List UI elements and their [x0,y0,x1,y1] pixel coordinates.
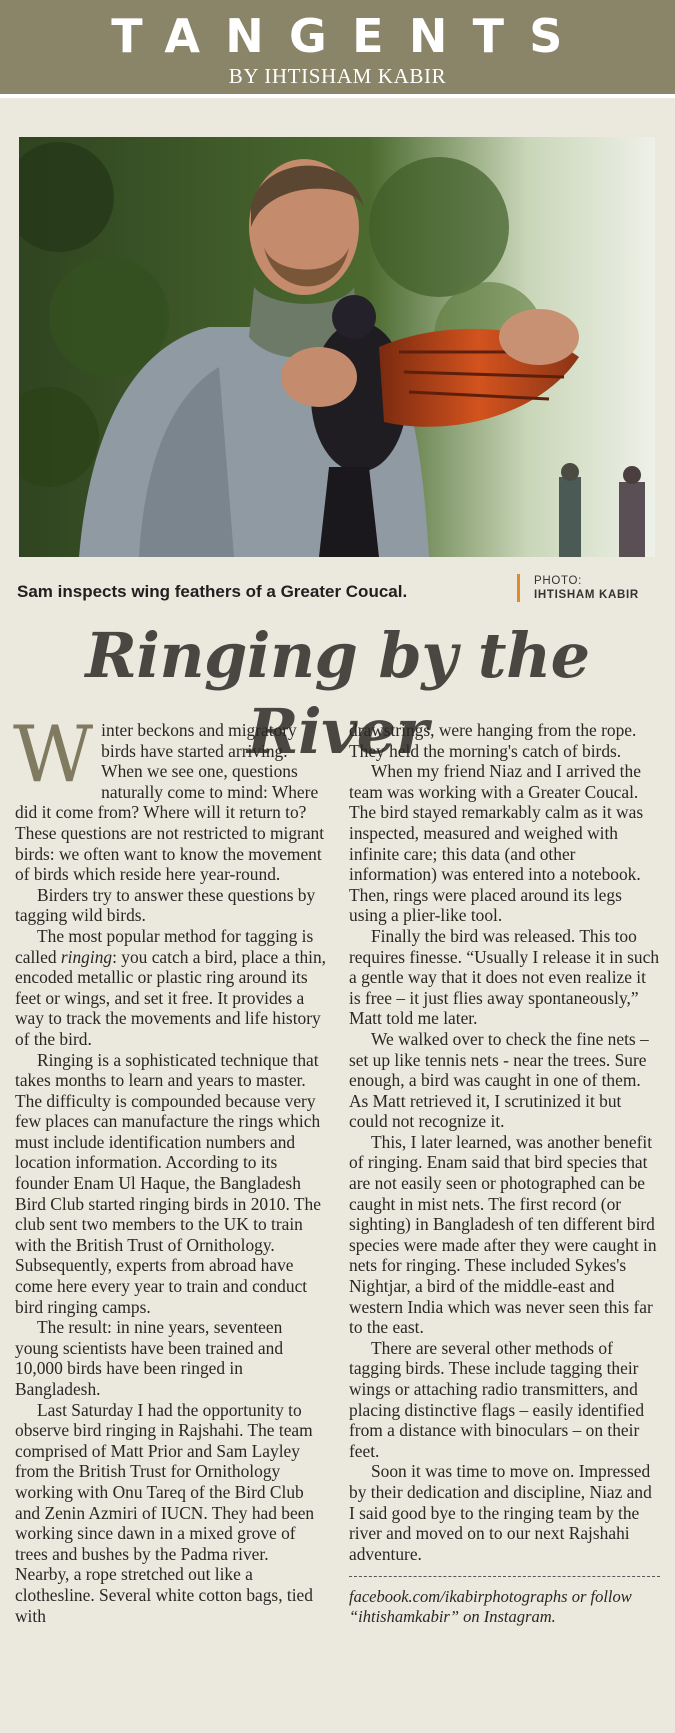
paragraph-text: : you catch a bird, place a thin, encoded metallic or plastic ring around its feet or wings, and set it free. It provides a way to track the movements and life history of the bird. [15,946,327,1049]
photo-illustration [19,137,655,557]
article-body [13,710,660,1730]
paragraph: Ringing is a sophisticated technique that takes months to learn and years to master. The difficulty is compounded because very few places can manufacture the rings which must include identification numbers and location information. According to its founder Enam Ul Haque, the Bangladesh Bird Club started ringing birds in 2010. The club sent two members to the UK to train with the British Trust of Ornithology. Subsequently, experts from abroad have come here every year to train and conduct bird ringing camps. [15,1049,321,1317]
paragraph: When my friend Niaz and I arrived the team was working with a Greater Coucal. The bird stayed remarkably calm as it was inspected, measured and weighed with infinite care; this data (and other information) was entered into a notebook. Then, rings were placed around its legs using a plier-like tool. [349,761,644,926]
section-title: TANGENTS [111,9,588,63]
paragraph-text: inter beckons and migratory birds have started arriving. When we see one, questions naturally come to mind: Where did it come from? Where will it return to? These questions are not restricted to migrant birds: we often want to know the movement of birds which reside here year-round. [15,720,325,885]
article-headline: Ringing by the River [85,619,590,768]
paragraph-text: The most popular method for tagging is called [15,925,314,967]
paragraph: There are several other methods of tagging birds. These include tagging their wings or attaching radio transmitters, and placing distinctive flags – easily identified from a distance with binoculars – on their feet. [349,1337,645,1461]
photo-credit-label: PHOTO: [534,575,583,587]
paragraph: Last Saturday I had the opportunity to observe bird ringing in Rajshahi. The team comprised of Matt Prior and Sam Layley from the British Trust for Ornithology working with Onu Tareq of the Bird Club and Zenin Azmiri of IUCN. They had been working since dawn in a mixed grove of trees and bushes by the Padma river. Nearby, a rope stretched out like a clothesline. Several white cotton bags, tied with [15,1399,315,1626]
paragraph [13,710,326,885]
paragraph: Finally the bird was released. This too requires finesse. “Usually I release it in such a gentle way that it does not even realize it is free – it just flies away spontaneously,” Matt told me later. [349,925,660,1029]
byline: BY IHTISHAM KABIR [228,64,447,88]
paragraph: Soon it was time to move on. Impressed by their dedication and discipline, Niaz and I said good bye to the ringing team by the river and moved on to our next Rajshahi adventure. [349,1461,652,1564]
paragraph [15,926,326,1050]
drop-cap: W [13,710,94,800]
photo-credit-name: IHTISHAM KABIR [534,589,639,601]
emphasis-term: ringing [60,946,113,967]
footer-divider [349,1576,660,1627]
paragraph: The result: in nine years, seventeen young scientists have been trained and 10,000 birds have been ringed in Bangladesh. [15,1317,284,1399]
masthead [0,0,675,98]
caption-row [17,570,657,610]
paragraph: We walked over to check the fine nets – set up like tennis nets - near the trees. Sure enough, a bird was caught in one of them. As Matt retrieved it, I scrutinized it but could not recognize it. [349,1028,649,1132]
column-1 [13,710,327,1730]
social-footer: facebook.com/ikabirphotographs or follow “ihtishamkabir” on Instagram. [349,1587,632,1627]
photo-credit [517,574,639,602]
paragraph: Birders try to answer these questions by tagging wild birds. [15,884,316,926]
article-photo [19,137,655,557]
column-2 [349,720,660,1730]
paragraph: This, I later learned, was another benefit of ringing. Enam said that bird species that are not easily seen or photographed can be caught in mist nets. The first record (or sighting) in Bangladesh of ten different bird species were made after they were caught in nets for ringing. These included Sykes's Nightjar, a bird of the middle-east and western India which was never seen this far to the east. [349,1131,657,1338]
photo-caption: Sam inspects wing feathers of a Greater Coucal. [17,582,408,601]
paragraph: drawstrings, were hanging from the rope. They held the morning's catch of birds. [349,720,637,761]
